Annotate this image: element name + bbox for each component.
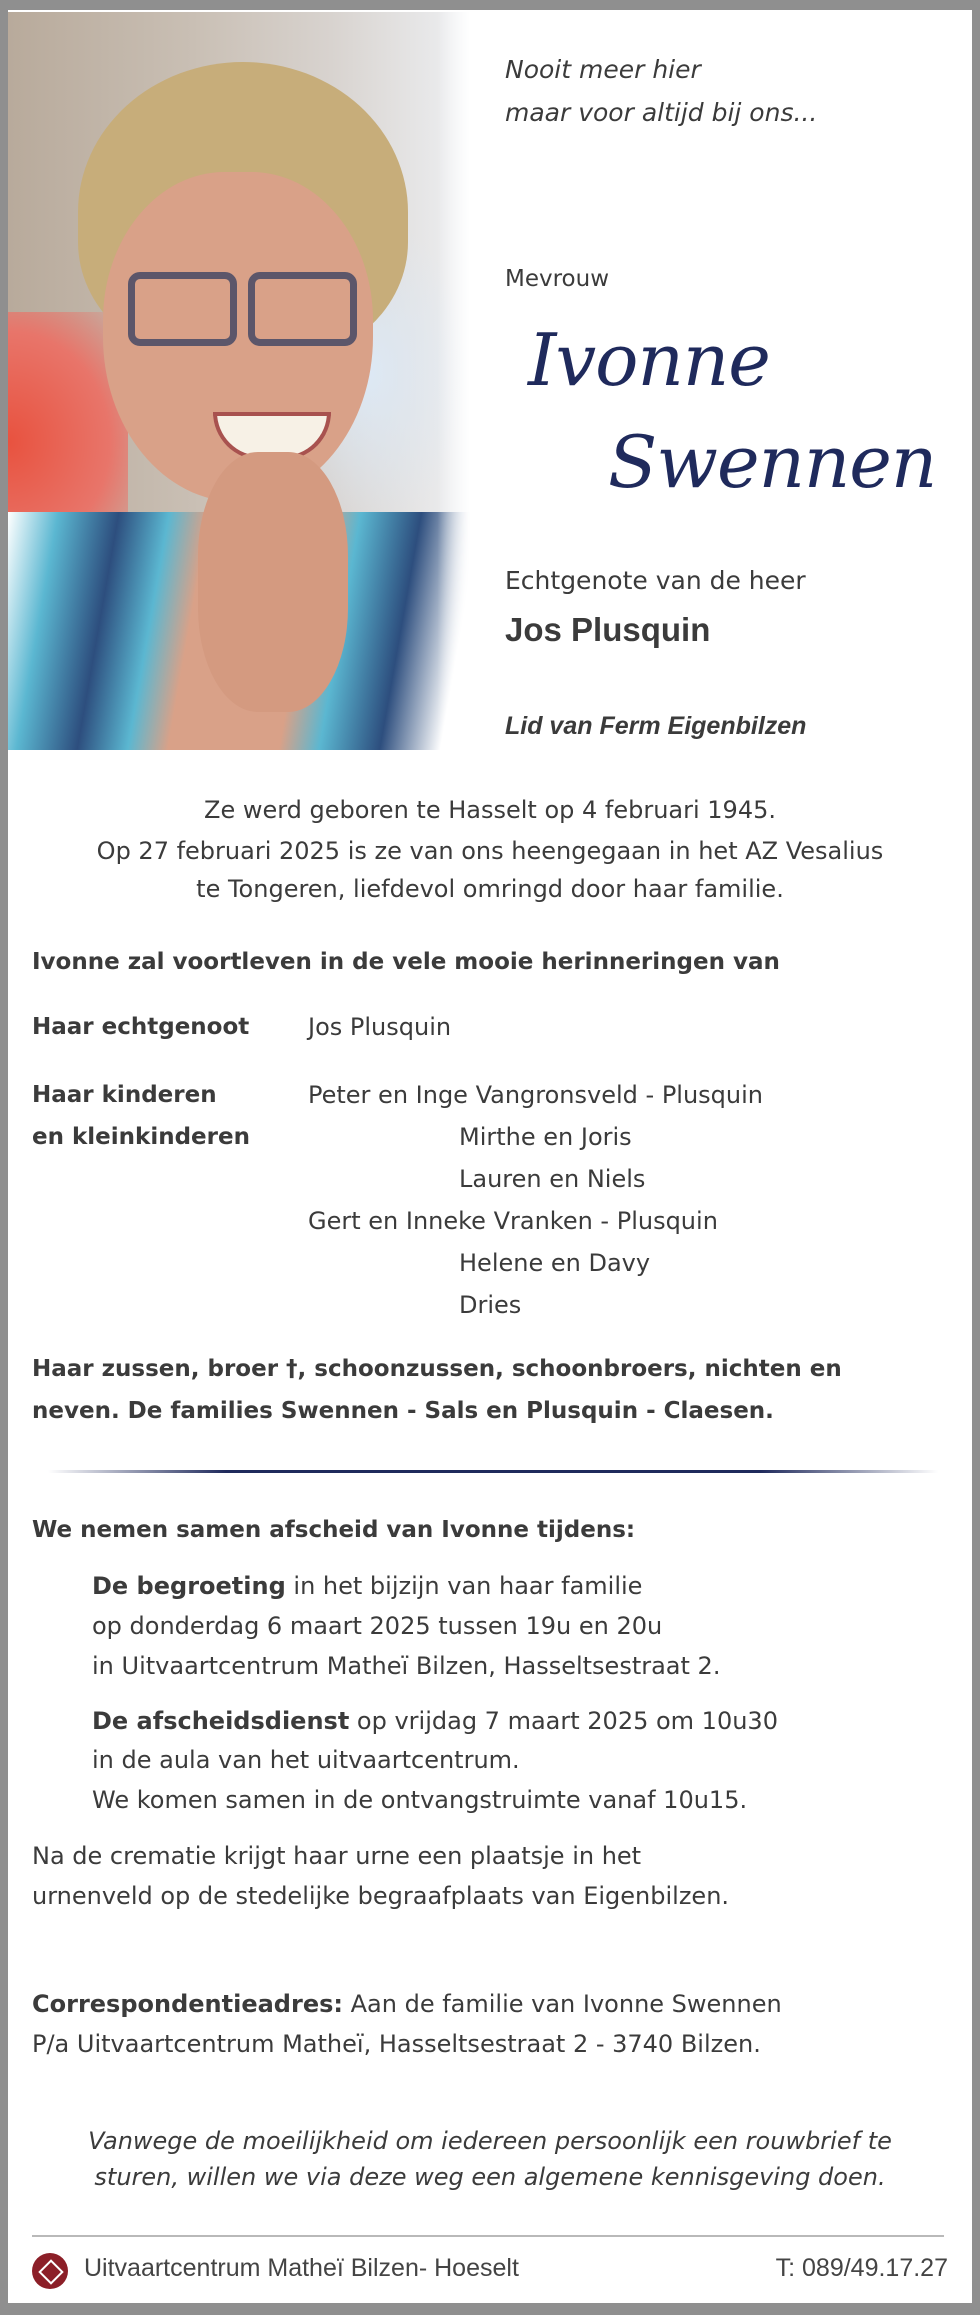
other-relatives: Haar zussen, broer †, schoonzussen, schoonbroers, nichten en (32, 1356, 842, 1382)
title: Mevrouw (505, 266, 610, 292)
spouse-row-label: Haar echtgenoot (32, 1014, 250, 1040)
notice-line: sturen, willen we via deze weg een algemene kennisgeving doen. (94, 2163, 886, 2191)
greeting-line: De begroeting in het bijzijn van haar familie (92, 1572, 643, 1600)
service-line: in de aula van het uitvaartcentrum. (92, 1746, 520, 1774)
other-relatives: neven. De families Swennen - Sals en Plusquin - Claesen. (32, 1398, 774, 1424)
service-line: De afscheidsdienst op vrijdag 7 maart 2025 om 10u30 (92, 1707, 778, 1735)
grandchildren: Lauren en Niels (459, 1165, 646, 1193)
portrait-photo (8, 12, 470, 750)
spouse-name: Jos Plusquin (505, 611, 711, 648)
greeting-line: op donderdag 6 maart 2025 tussen 19u en 20u (92, 1612, 663, 1640)
grandchildren: Helene en Davy (459, 1249, 651, 1277)
intro-line: te Tongeren, liefdevol omringd door haar familie. (196, 875, 784, 903)
child-family: Gert en Inneke Vranken - Plusquin (308, 1207, 718, 1235)
service-label: De afscheidsdienst (92, 1707, 350, 1735)
notice-line: Vanwege de moeilijkheid om iedereen persoonlijk een rouwbrief te (88, 2127, 892, 2155)
motto-line-2: maar voor altijd bij ons... (505, 98, 818, 127)
memories-heading: Ivonne zal voortleven in de vele mooie herinneringen van (32, 949, 780, 975)
membership: Lid van Ferm Eigenbilzen (505, 712, 807, 740)
cremation-line: Na de crematie krijgt haar urne een plaatsje in het (32, 1842, 642, 1870)
last-name: Swennen (608, 420, 937, 504)
grandchildren: Dries (459, 1291, 522, 1319)
greeting-line: in Uitvaartcentrum Matheï Bilzen, Hasseltsestraat 2. (92, 1652, 721, 1680)
children-label: en kleinkinderen (32, 1124, 250, 1150)
farewell-heading: We nemen samen afscheid van Ivonne tijdens: (32, 1517, 636, 1543)
funeral-home-logo-icon (32, 2253, 68, 2289)
correspondence-address: P/a Uitvaartcentrum Matheï, Hasseltsestraat 2 - 3740 Bilzen. (32, 2030, 761, 2058)
greeting-label: De begroeting (92, 1572, 286, 1600)
obituary-card (8, 10, 972, 2303)
intro-line: Ze werd geboren te Hasselt op 4 februari 1945. (204, 796, 776, 824)
children-label: Haar kinderen (32, 1082, 217, 1108)
funeral-home-phone: T: 089/49.17.27 (775, 2254, 948, 2282)
divider (48, 1470, 938, 1473)
correspondence-label: Correspondentieadres: (32, 1990, 343, 2018)
cremation-line: urnenveld op de stedelijke begraafplaats van Eigenbilzen. (32, 1882, 730, 1910)
footer-divider (32, 2235, 944, 2237)
spouse-label: Echtgenote van de heer (505, 566, 806, 595)
funeral-home-name: Uitvaartcentrum Matheï Bilzen- Hoeselt (84, 2254, 519, 2282)
grandchildren: Mirthe en Joris (459, 1123, 632, 1151)
motto-line-1: Nooit meer hier (505, 55, 701, 84)
intro-line: Op 27 februari 2025 is ze van ons heengegaan in het AZ Vesalius (96, 837, 884, 865)
spouse-row-name: Jos Plusquin (308, 1013, 452, 1041)
service-line: We komen samen in de ontvangstruimte vanaf 10u15. (92, 1786, 748, 1814)
correspondence-line: Correspondentieadres: Aan de familie van Ivonne Swennen (32, 1990, 782, 2018)
child-family: Peter en Inge Vangronsveld - Plusquin (308, 1081, 763, 1109)
first-name: Ivonne (528, 318, 770, 402)
